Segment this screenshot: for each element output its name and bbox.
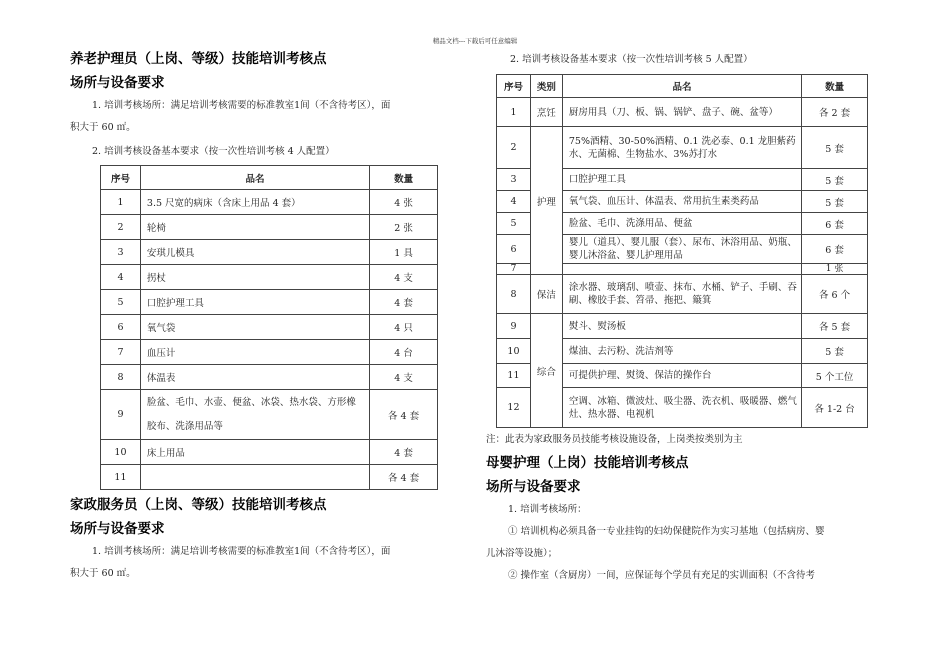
cell-qty: 4 套 — [370, 440, 438, 465]
paragraph-venue-line2: 积大于 60 ㎡。 — [70, 122, 136, 133]
cell-qty: 4 台 — [370, 340, 438, 365]
header-note: 精品文档---下载后可任意编辑 — [432, 37, 518, 45]
cell-name — [140, 465, 369, 490]
header-qty: 数量 — [802, 75, 868, 98]
cell-name: 氧气袋 — [140, 315, 369, 340]
paragraph-venue3: 1. 培训考核场所： — [508, 504, 587, 515]
cell-qty: 5 套 — [802, 169, 868, 191]
cell-qty: 4 支 — [370, 365, 438, 390]
cell-no: 9 — [497, 314, 531, 339]
header-name: 品名 — [140, 166, 369, 190]
header-qty: 数量 — [370, 166, 438, 190]
table-note: 注：此表为家政服务员技能考核设施设备，上岗类按类别为主 — [486, 434, 743, 445]
cell-qty: 各 5 套 — [802, 314, 868, 339]
cell-no: 6 — [497, 235, 531, 264]
cell-category-cleaning: 保洁 — [530, 275, 562, 314]
table-row — [101, 290, 438, 315]
table-row — [101, 190, 438, 215]
cell-qty: 4 支 — [370, 265, 438, 290]
section-title-elderly-care: 养老护理员（上岗、等级）技能培训考核点 — [70, 51, 327, 67]
cell-no: 5 — [497, 213, 531, 235]
section-subtitle-venue-2: 场所与设备要求 — [70, 521, 165, 537]
section-subtitle-venue: 场所与设备要求 — [70, 75, 165, 91]
header-no: 序号 — [101, 166, 141, 190]
section-title-housekeeping: 家政服务员（上岗、等级）技能培训考核点 — [70, 497, 327, 513]
section-subtitle-venue-3: 场所与设备要求 — [486, 479, 581, 495]
left-column — [70, 50, 450, 580]
right-column — [478, 50, 878, 582]
cell-no: 4 — [101, 265, 141, 290]
table-header-row — [497, 75, 868, 98]
paragraph-operation-room: ② 操作室（含厨房）一间，应保证每个学员有充足的实训面积（不含待考 — [508, 570, 816, 581]
cell-no: 2 — [101, 215, 141, 240]
header-name: 品名 — [562, 75, 801, 98]
cell-category-nursing: 护理 — [530, 127, 562, 275]
cell-no: 12 — [497, 388, 531, 428]
paragraph-venue-line1: 1. 培训考核场所：满足培训考核需要的标准教室1间（不含待考区），面 — [92, 100, 391, 111]
cell-no: 10 — [497, 339, 531, 364]
cell-qty: 6 套 — [802, 213, 868, 235]
cell-no: 1 — [101, 190, 141, 215]
equipment-table-housekeeping — [496, 74, 868, 428]
table-row — [101, 440, 438, 465]
table-row — [101, 390, 438, 440]
cell-no: 8 — [497, 275, 531, 314]
cell-name — [562, 264, 801, 275]
table-row — [497, 127, 868, 169]
cell-no: 10 — [101, 440, 141, 465]
cell-name: 血压计 — [140, 340, 369, 365]
cell-name: 脸盆、毛巾、洗涤用品、便盆 — [562, 213, 801, 235]
cell-qty: 各 6 个 — [802, 275, 868, 314]
cell-qty: 4 套 — [370, 290, 438, 315]
cell-qty: 5 个工位 — [802, 364, 868, 388]
cell-no: 6 — [101, 315, 141, 340]
paragraph-practice-base-line1: ① 培训机构必须具备一专业挂钩的妇幼保健院作为实习基地（包括病房、婴 — [508, 526, 825, 537]
cell-qty: 6 套 — [802, 235, 868, 264]
cell-qty: 各 1-2 台 — [802, 388, 868, 428]
cell-name: 煤油、去污粉、洗洁剂等 — [562, 339, 801, 364]
cell-qty: 5 套 — [802, 191, 868, 213]
cell-name: 厨房用具（刀、板、锅、锅铲、盘子、碗、盆等） — [562, 98, 801, 127]
equipment-table-elderly — [100, 165, 438, 490]
table-row — [101, 465, 438, 490]
cell-no: 8 — [101, 365, 141, 390]
cell-name: 安琪儿模具 — [140, 240, 369, 265]
cell-qty: 各 4 套 — [370, 465, 438, 490]
cell-name: 熨斗、熨汤板 — [562, 314, 801, 339]
table-row — [101, 215, 438, 240]
table-row — [101, 240, 438, 265]
cell-name: 拐杖 — [140, 265, 369, 290]
table-row — [101, 265, 438, 290]
table-row — [497, 314, 868, 339]
cell-no: 2 — [497, 127, 531, 169]
cell-qty: 各 2 套 — [802, 98, 868, 127]
cell-qty: 2 张 — [370, 215, 438, 240]
cell-no: 7 — [497, 264, 531, 275]
cell-qty: 4 张 — [370, 190, 438, 215]
cell-qty: 5 套 — [802, 127, 868, 169]
cell-name: 婴儿（道具）、婴儿服（套）、尿布、沐浴用品、奶瓶、婴儿沐浴盆、婴儿护理用品 — [562, 235, 801, 264]
cell-qty: 4 只 — [370, 315, 438, 340]
cell-no: 9 — [101, 390, 141, 440]
table-row — [101, 365, 438, 390]
cell-name: 空调、冰箱、微波灶、吸尘器、洗衣机、吸暖器、燃气灶、热水器、电视机 — [562, 388, 801, 428]
cell-category-cooking: 烹饪 — [530, 98, 562, 127]
cell-name: 氧气袋、血压计、体温表、常用抗生素类药品 — [562, 191, 801, 213]
paragraph-equipment: 2. 培训考核设备基本要求（按一次性培训考核 4 人配置） — [92, 146, 335, 157]
header-no: 序号 — [497, 75, 531, 98]
cell-name: 75%酒精、30-50%酒精、0.1 洗必泰、0.1 龙胆紫药水、无菌棉、生物盐水、3%苏打水 — [562, 127, 801, 169]
paragraph-practice-base-line2: 儿沐浴等设施）； — [486, 548, 558, 559]
cell-category-general: 综合 — [530, 314, 562, 428]
paragraph-equipment-housekeeping: 2. 培训考核设备基本要求（按一次性培训考核 5 人配置） — [510, 54, 753, 65]
cell-name: 轮椅 — [140, 215, 369, 240]
cell-no: 5 — [101, 290, 141, 315]
cell-name: 体温表 — [140, 365, 369, 390]
cell-name: 涂水器、玻璃刮、喷壶、抹布、水桶、铲子、手刷、吞刷、橡胶手套、笤帚、拖把、簸箕 — [562, 275, 801, 314]
cell-qty: 5 套 — [802, 339, 868, 364]
cell-no: 11 — [497, 364, 531, 388]
cell-no: 7 — [101, 340, 141, 365]
cell-qty: 1 具 — [370, 240, 438, 265]
table-header-row — [101, 166, 438, 190]
table-row — [101, 340, 438, 365]
table-row — [497, 275, 868, 314]
cell-no: 1 — [497, 98, 531, 127]
section-title-maternal-care: 母婴护理（上岗）技能培训考核点 — [486, 455, 689, 471]
paragraph-venue2-line1: 1. 培训考核场所：满足培训考核需要的标准教室1间（不含待考区），面 — [92, 546, 391, 557]
header-category: 类别 — [530, 75, 562, 98]
cell-name: 床上用品 — [140, 440, 369, 465]
cell-no: 3 — [497, 169, 531, 191]
table-row — [497, 98, 868, 127]
cell-qty: 1 张 — [802, 264, 868, 275]
cell-name: 可提供护理、熨烫、保洁的操作台 — [562, 364, 801, 388]
cell-qty: 各 4 套 — [370, 390, 438, 440]
cell-name: 口腔护理工具 — [562, 169, 801, 191]
cell-no: 3 — [101, 240, 141, 265]
cell-name: 脸盆、毛巾、水壶、便盆、冰袋、热水袋、方形橡胶布、洗涤用品等 — [140, 390, 369, 440]
table-row — [101, 315, 438, 340]
cell-no: 11 — [101, 465, 141, 490]
cell-name: 口腔护理工具 — [140, 290, 369, 315]
paragraph-venue2-line2: 积大于 60 ㎡。 — [70, 568, 136, 579]
cell-no: 4 — [497, 191, 531, 213]
cell-name: 3.5 尺宽的病床（含床上用品 4 套） — [140, 190, 369, 215]
